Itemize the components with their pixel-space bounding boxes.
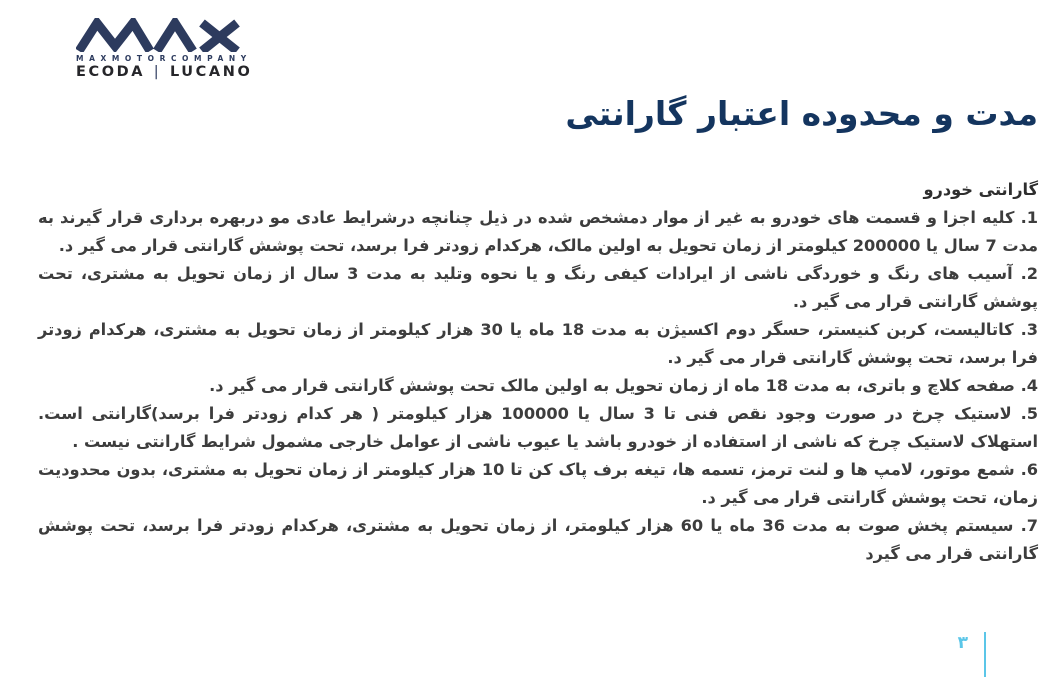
warranty-item-7: 7. سیستم پخش صوت به مدت 36 ماه یا 60 هزار کیلومتر، از زمان تحویل به مشتری، هرکدام زودتر فرا برسد، تحت پوشش گارانتی قرار می گیرد (38, 516, 1038, 563)
brand-ecoda: ECODA (76, 64, 146, 80)
brand-separator: | (153, 64, 162, 80)
warranty-item-3: 3. کاتالیست، کربن کنیستر، حسگر دوم اکسیژن به مدت 18 ماه یا 30 هزار کیلومتر از زمان تحویل به مشتری، هرکدام زودتر فرا برسد، تحت پوشش گارانتی قرار می گیر د. (38, 320, 1038, 367)
max-motor-company-logo (76, 18, 276, 80)
logo-subtitle: MAXMOTORCOMPANY (76, 54, 252, 63)
brand-lucano: LUCANO (169, 64, 253, 80)
warranty-content (38, 176, 1038, 568)
page-title: مدت و محدوده اعتبار گارانتی (565, 94, 1038, 133)
warranty-item-2: 2. آسیب های رنگ و خوردگی ناشی از ایرادات کیفی رنگ و یا نحوه وتلید به مدت 3 سال از زمان تحویل به مشتری، تحت پوشش گارانتی قرار می گیر د. (38, 264, 1039, 311)
warranty-item-4: 4. صفحه کلاچ و باتری، به مدت 18 ماه از زمان تحویل به اولین مالک تحت پوشش گارانتی قرار می گیر د. (209, 376, 1038, 395)
warranty-item-6: 6. شمع موتور، لامپ ها و لنت ترمز، تسمه ها، تیغه برف پاک کن تا 10 هزار کیلومتر از زمان تحویل به مشتری، بدون محدودیت زمان، تحت پوشش گارانتی قرار می گیر د. (38, 460, 1039, 507)
warranty-item-5: 5. لاستیک چرخ در صورت وجود نقص فنی تا 3 سال یا 100000 هزار کیلومتر ( هر کدام زودتر فرا برسد)گارانتی است. استهلاک لاستیک چرخ که ناشی از استفاده از خودرو باشد یا عیوب ناشی از عوامل خارجی مشمول شرایط گارانتی نیست . (38, 404, 1038, 451)
max-logo-icon (76, 18, 276, 52)
page-number: ۳ (957, 633, 968, 653)
footer-accent-rule (984, 632, 986, 677)
warranty-item-1: 1. کلیه اجزا و قسمت های خودرو به غیر از موار دمشخص شده در ذیل چنانچه درشرایط عادی مو دربهره برداری قرار گیرند به مدت 7 سال یا 200000 کیلومتر از زمان تحویل به اولین مالک، هرکدام زودتر فرا برسد، تحت پوشش گارانتی قرار می گیر د. (38, 208, 1038, 255)
section-heading: گارانتی خودرو (923, 180, 1038, 199)
logo-brand-names (76, 64, 276, 80)
